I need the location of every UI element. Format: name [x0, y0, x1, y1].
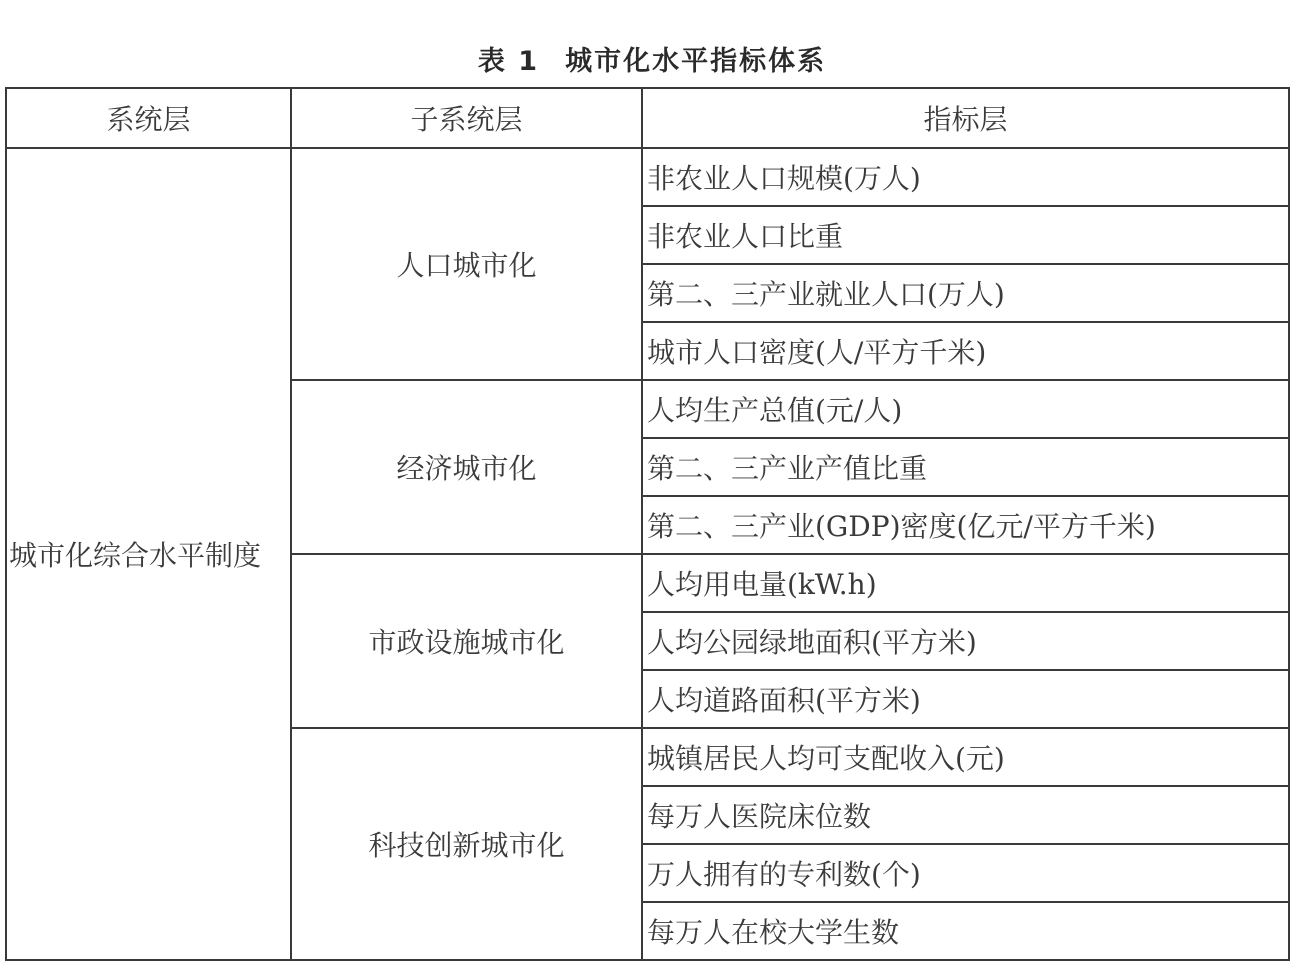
- subsystem-innovation: 科技创新城市化: [291, 728, 642, 960]
- indicator-cell: 人均公园绿地面积(平方米): [642, 612, 1289, 670]
- indicator-cell: 每万人在校大学生数: [642, 902, 1289, 960]
- indicator-cell: 城镇居民人均可支配收入(元): [642, 728, 1289, 786]
- subsystem-economic: 经济城市化: [291, 380, 642, 554]
- indicator-cell: 人均生产总值(元/人): [642, 380, 1289, 438]
- indicator-cell: 非农业人口规模(万人): [642, 148, 1289, 206]
- indicator-cell: 人均用电量(kW.h): [642, 554, 1289, 612]
- indicator-cell: 第二、三产业就业人口(万人): [642, 264, 1289, 322]
- subsystem-infrastructure: 市政设施城市化: [291, 554, 642, 728]
- indicator-table: [5, 87, 1290, 961]
- indicator-cell: 万人拥有的专利数(个): [642, 844, 1289, 902]
- indicator-cell: 人均道路面积(平方米): [642, 670, 1289, 728]
- system-cell: 城市化综合水平制度: [6, 148, 291, 960]
- indicator-cell: 第二、三产业(GDP)密度(亿元/平方千米): [642, 496, 1289, 554]
- header-row: [6, 88, 1289, 148]
- header-indicator: 指标层: [642, 88, 1289, 148]
- indicator-cell: 第二、三产业产值比重: [642, 438, 1289, 496]
- indicator-cell: 城市人口密度(人/平方千米): [642, 322, 1289, 380]
- subsystem-population: 人口城市化: [291, 148, 642, 380]
- indicator-cell: 每万人医院床位数: [642, 786, 1289, 844]
- header-system: 系统层: [6, 88, 291, 148]
- table-row: [6, 148, 1289, 206]
- header-subsystem: 子系统层: [291, 88, 642, 148]
- table-title: 城市化水平指标体系: [565, 46, 827, 77]
- table-caption: [0, 40, 1304, 84]
- indicator-cell: 非农业人口比重: [642, 206, 1289, 264]
- table-number: 表 1: [477, 46, 540, 77]
